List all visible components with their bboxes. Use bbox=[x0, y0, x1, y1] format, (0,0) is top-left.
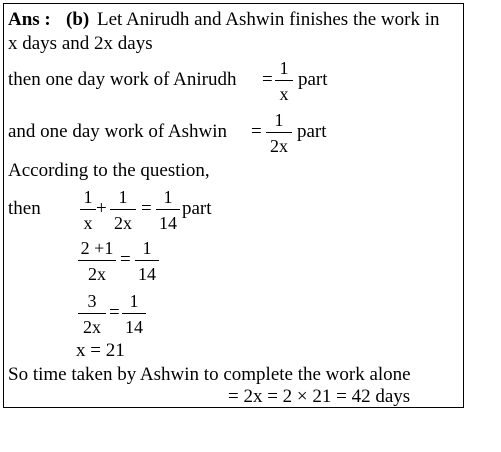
anirudh-text: then one day work of Anirudh bbox=[8, 69, 237, 90]
statement-line-2: x days and 2x days bbox=[8, 33, 153, 54]
fraction-numerator: 2 +1 bbox=[80, 238, 114, 258]
option-label: (b) bbox=[66, 9, 90, 30]
fraction-numerator: 1 bbox=[163, 187, 173, 207]
eq1-plus: + bbox=[96, 198, 107, 219]
anirudh-unit: part bbox=[298, 69, 328, 90]
fraction-bar bbox=[110, 209, 136, 210]
eq3-equals: = bbox=[109, 302, 120, 323]
fraction-bar bbox=[80, 209, 96, 210]
fraction-numerator: 1 bbox=[118, 187, 128, 207]
ashwin-fraction bbox=[266, 110, 292, 156]
eq1-rhs bbox=[156, 187, 180, 233]
eq3-lhs bbox=[78, 291, 106, 337]
eq2-lhs bbox=[78, 238, 116, 284]
fraction-denominator: 2x bbox=[270, 136, 288, 156]
fraction-denominator: 2x bbox=[83, 317, 101, 337]
conclusion-line-1: So time taken by Ashwin to complete the work alone bbox=[8, 364, 411, 385]
conclusion-line-2: = 2x = 2 × 21 = 42 days bbox=[228, 386, 411, 407]
fraction-numerator: 1 bbox=[83, 187, 93, 207]
eq1-unit: part bbox=[182, 198, 212, 219]
result-x: x = 21 bbox=[76, 340, 125, 361]
fraction-bar bbox=[135, 260, 159, 261]
anirudh-equals: = bbox=[262, 69, 273, 90]
eq1-term2 bbox=[110, 187, 136, 233]
fraction-bar bbox=[266, 132, 292, 133]
fraction-denominator: 14 bbox=[138, 264, 156, 284]
fraction-denominator: 2x bbox=[88, 264, 106, 284]
according-line: According to the question, bbox=[8, 160, 210, 181]
ans-label: Ans : bbox=[8, 9, 51, 30]
fraction-bar bbox=[122, 313, 146, 314]
fraction-bar bbox=[78, 260, 116, 261]
fraction-denominator: 14 bbox=[125, 317, 143, 337]
ashwin-text: and one day work of Ashwin bbox=[8, 121, 227, 142]
statement-line-1: Let Anirudh and Ashwin finishes the work in bbox=[97, 9, 440, 30]
fraction-numerator: 1 bbox=[142, 238, 152, 258]
fraction-denominator: 14 bbox=[159, 213, 177, 233]
fraction-denominator: x bbox=[279, 84, 289, 104]
anirudh-fraction bbox=[275, 58, 293, 104]
fraction-numerator: 1 bbox=[274, 110, 284, 130]
ashwin-unit: part bbox=[297, 121, 327, 142]
fraction-bar bbox=[78, 313, 106, 314]
eq2-rhs bbox=[135, 238, 159, 284]
fraction-bar bbox=[275, 80, 293, 81]
fraction-denominator: x bbox=[83, 213, 93, 233]
fraction-numerator: 1 bbox=[279, 58, 289, 78]
eq2-equals: = bbox=[120, 249, 131, 270]
fraction-numerator: 3 bbox=[87, 291, 97, 311]
then-label: then bbox=[8, 198, 41, 219]
answer-box bbox=[3, 3, 464, 408]
eq3-rhs bbox=[122, 291, 146, 337]
fraction-bar bbox=[156, 209, 180, 210]
fraction-numerator: 1 bbox=[129, 291, 139, 311]
fraction-denominator: 2x bbox=[114, 213, 132, 233]
ashwin-equals: = bbox=[251, 121, 262, 142]
eq1-term1 bbox=[80, 187, 96, 233]
eq1-equals: = bbox=[141, 198, 152, 219]
